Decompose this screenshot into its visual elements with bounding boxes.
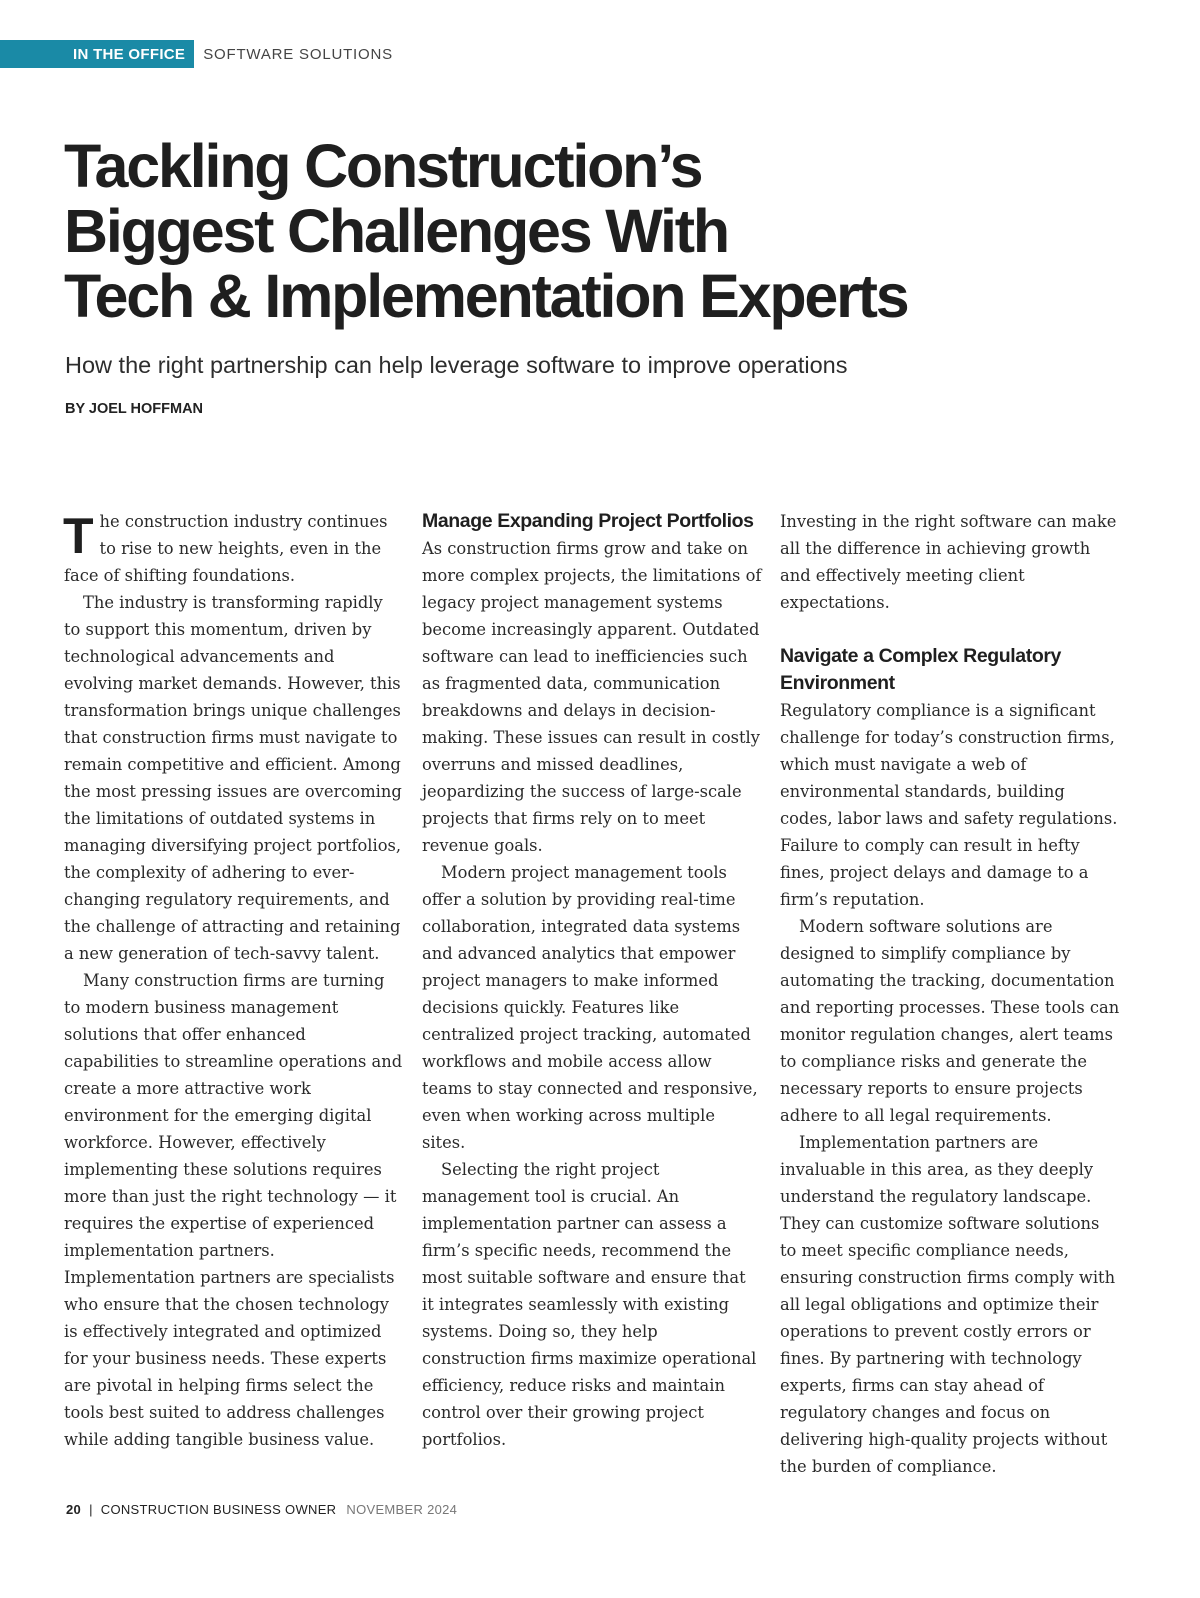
page-footer — [66, 1502, 457, 1517]
footer-separator: | — [89, 1502, 93, 1517]
article-byline: BY JOEL HOFFMAN — [65, 401, 204, 417]
body-paragraph: The industry is transforming rapidly to support this momentum, driven by technological advancements and evolving market demands. However, this transformation brings unique challenges that construction firms must navigate to remain competitive and efficient. Among the most pressing issues are overcoming the limitations of outdated systems in managing diversifying project portfolios, the complexity of adhering to ever-changing regulatory requirements, and the challenge of attracting and retaining a new generation of tech-savvy talent. — [64, 593, 402, 963]
section-heading-portfolios: Manage Expanding Project Portfolios — [422, 510, 754, 532]
article-deck: How the right partnership can help leverage software to improve operations — [65, 352, 848, 378]
intro-text: he construction industry continues to rise to new heights, even in the face of shifting foundations. — [64, 512, 388, 585]
body-paragraph: Modern project management tools offer a solution by providing real-time collaboration, integrated data systems and advanced analytics that empower project managers to make informed decisions quickly. Features like centralized project tracking, automated workflows and mobile access allow teams to stay connected and responsive, even when working across multiple sites. — [422, 863, 758, 1152]
body-paragraph: Investing in the right software can make all the difference in achieving growth and effectively meeting client expectations. — [780, 512, 1117, 612]
subsection-label: SOFTWARE SOLUTIONS — [203, 45, 393, 63]
article-title — [64, 134, 1064, 329]
issue-date: NOVEMBER 2024 — [346, 1502, 458, 1517]
drop-cap: T — [63, 508, 94, 564]
body-column-3 — [780, 508, 1120, 1480]
body-paragraph: Implementation partners are invaluable in this area, as they deeply understand the regulatory landscape. They can customize software solutions to meet specific compliance needs, ensuring construction firms comply with all legal obligations and optimize their operations to prevent costly errors or fines. By partnering with technology experts, firms can stay ahead of regulatory changes and focus on delivering high-quality projects without the burden of compliance. — [780, 1133, 1116, 1476]
section-heading-regulatory: Navigate a Complex Regulatory Environment — [780, 645, 1061, 694]
intro-paragraph — [64, 508, 404, 589]
body-paragraph: Selecting the right project management tool is crucial. An implementation partner can assess a firm’s specific needs, recommend the most suitable software and ensure that it integrates seamlessly with existing systems. Doing so, they help construction firms maximize operational efficiency, reduce risks and maintain control over their growing project portfolios. — [422, 1160, 757, 1449]
body-paragraph: Regulatory compliance is a significant challenge for today’s construction firms, which must navigate a web of environmental standards, building codes, labor laws and safety regulations. Failure to comply can result in hefty fines, project delays and damage to a firm’s reputation. — [780, 701, 1118, 909]
body-paragraph: As construction firms grow and take on more complex projects, the limitations of legacy project management systems become increasingly apparent. Outdated software can lead to inefficiencies such as fragmented data, communication breakdowns and delays in decision-making. These issues can result in costly overruns and missed deadlines, jeopardizing the success of large-scale projects that firms rely on to meet revenue goals. — [422, 539, 762, 855]
section-tag — [0, 40, 393, 68]
body-paragraph: Many construction firms are turning to modern business management solutions that offer enhanced capabilities to streamline operations and create a more attractive work environment for the emerging digital workforce. However, effectively implementing these solutions requires more than just the right technology — it requires the expertise of experienced implementation partners. Implementation partners are specialists who ensure that the chosen technology is effectively integrated and optimized for your business needs. These experts are pivotal in helping firms select the tools best suited to address challenges while adding tangible business value. — [64, 971, 403, 1449]
title-line: Biggest Challenges With — [64, 197, 728, 265]
body-column-2 — [422, 508, 762, 1453]
body-column-1 — [64, 508, 404, 1453]
section-label: IN THE OFFICE — [0, 40, 194, 68]
page-number: 20 — [66, 1502, 82, 1517]
title-line: Tackling Construction’s — [64, 132, 702, 200]
body-paragraph: Modern software solutions are designed to simplify compliance by automating the tracking, documentation and reporting processes. These tools can monitor regulation changes, alert teams to compliance risks and generate the necessary reports to ensure projects adhere to all legal requirements. — [780, 917, 1120, 1125]
publication-name: CONSTRUCTION BUSINESS OWNER — [100, 1502, 337, 1517]
title-line: Tech & Implementation Experts — [64, 262, 908, 330]
